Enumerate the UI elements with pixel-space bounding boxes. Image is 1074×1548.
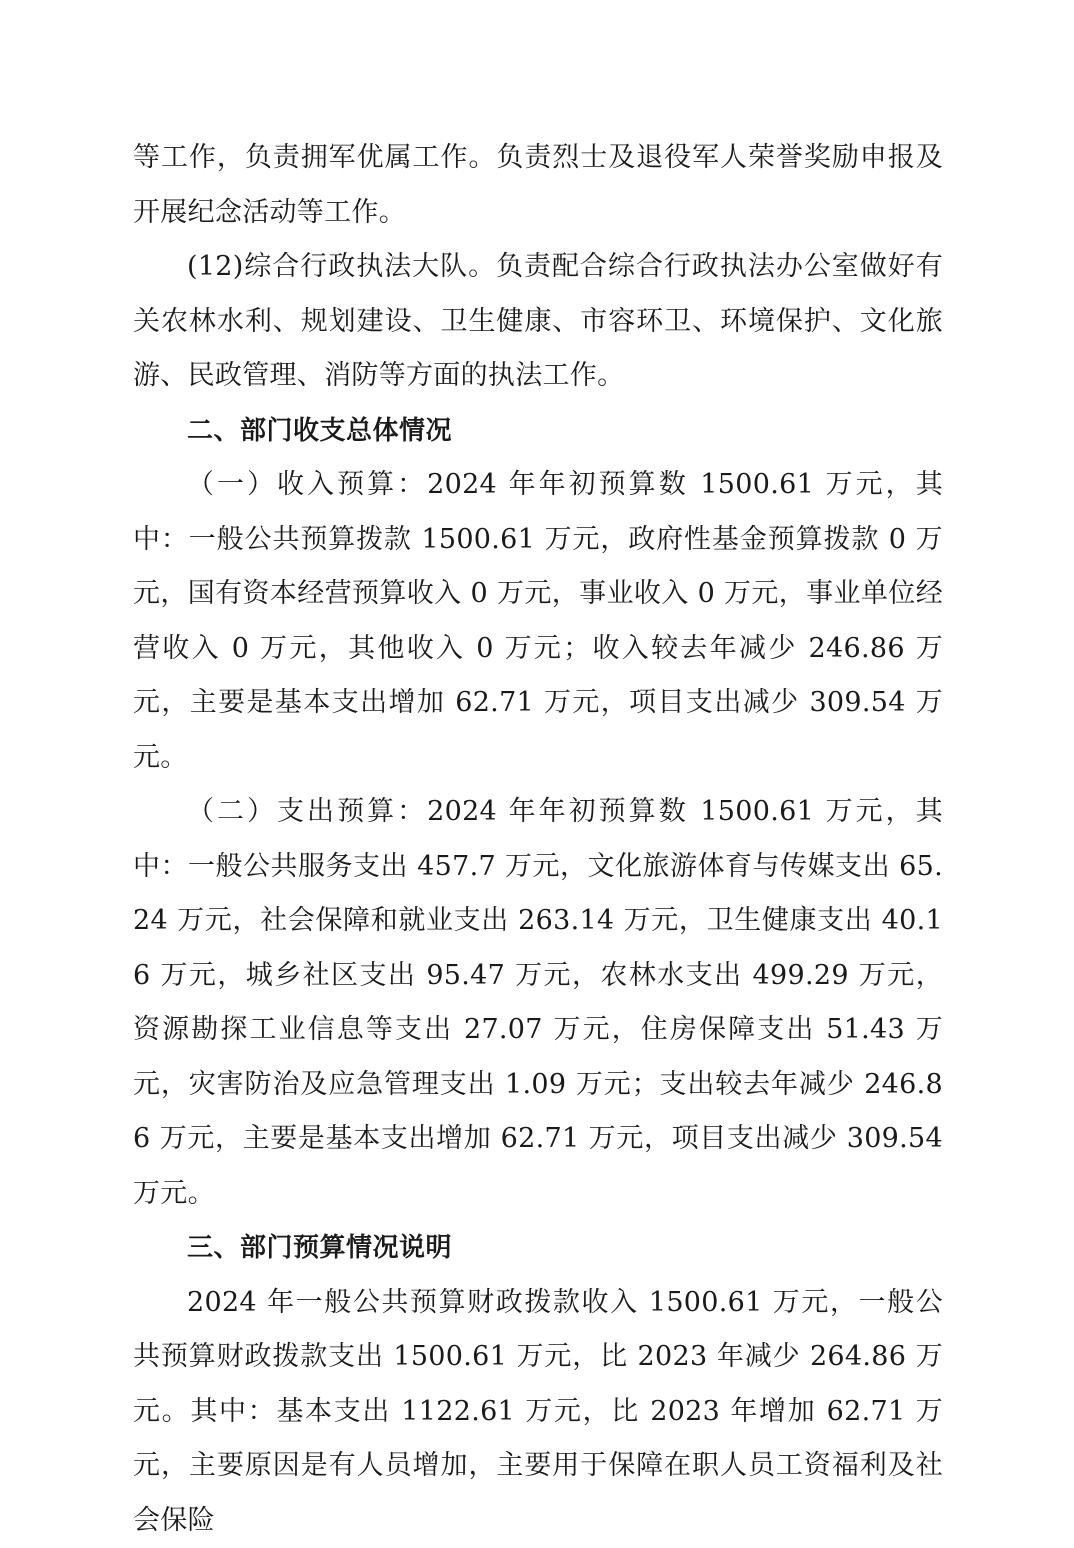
document-body [133, 131, 943, 1548]
paragraph-veteran-duties: 等工作，负责拥军优属工作。负责烈士及退役军人荣誉奖励申报及开展纪念活动等工作。 [133, 131, 943, 240]
paragraph-expenditure-budget: （二）支出预算：2024 年年初预算数 1500.61 万元，其中：一般公共服务支出 457.7 万元，文化旅游体育与传媒支出 65.24 万元，社会保障和就业支出 263.14 万元，卫生健康支出 40.16 万元，城乡社区支出 95.47 万元，农林水支出 499.29 万元，资源勘探工业信息等支出 27.07 万元，住房保障支出 51.43 万元，灾害防治及应急管理支出 1.09 万元；支出较去年减少 246.86 万元，主要是基本支出增加 62.71 万元，项目支出减少 309.54 万元。 [133, 785, 943, 1221]
section-heading-budget-explanation: 三、部门预算情况说明 [133, 1221, 943, 1276]
paragraph-revenue-budget: （一）收入预算：2024 年年初预算数 1500.61 万元，其中：一般公共预算拨款 1500.61 万元，政府性基金预算拨款 0 万元，国有资本经营预算收入 0 万元，事业收入 0 万元，事业单位经营收入 0 万元，其他收入 0 万元；收入较去年减少 246.86 万元，主要是基本支出增加 62.71 万元，项目支出减少 309.54 万元。 [133, 458, 943, 785]
paragraph-budget-explanation: 2024 年一般公共预算财政拨款收入 1500.61 万元，一般公共预算财政拨款支出 1500.61 万元，比 2023 年减少 264.86 万元。其中：基本支出 1122.61 万元，比 2023 年增加 62.71 万元，主要原因是有人员增加，主要用于保障在职人员工资福利及社会保险 [133, 1276, 943, 1548]
paragraph-law-enforcement-brigade: (12)综合行政执法大队。负责配合综合行政执法办公室做好有关农林水利、规划建设、卫生健康、市容环卫、环境保护、文化旅游、民政管理、消防等方面的执法工作。 [133, 240, 943, 404]
section-heading-revenue-expenditure: 二、部门收支总体情况 [133, 404, 943, 459]
